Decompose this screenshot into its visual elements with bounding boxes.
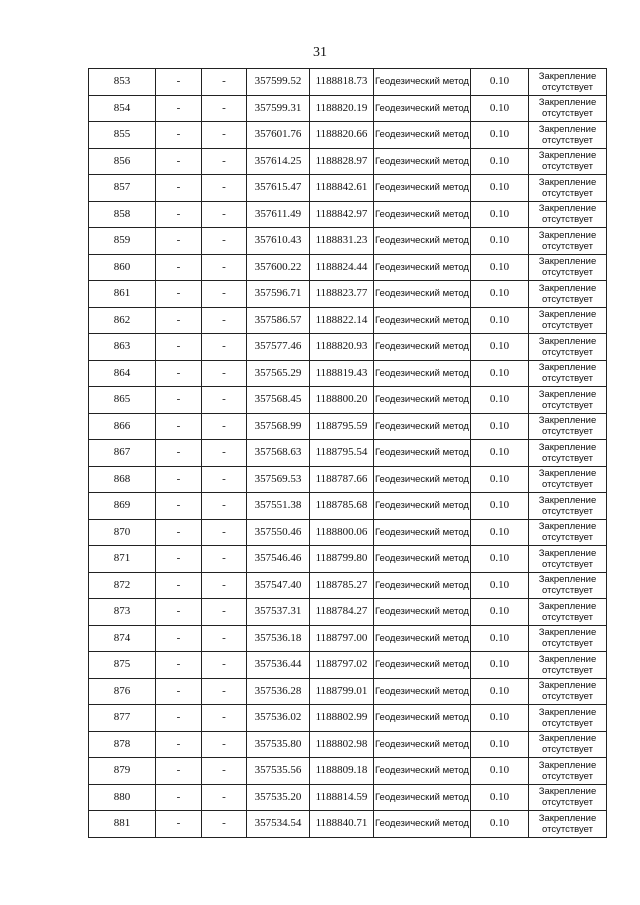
point-number-cell: 858	[89, 201, 156, 228]
fixation-cell: Закрепление отсутствует	[529, 387, 607, 414]
method-cell: Геодезический метод	[374, 413, 471, 440]
empty-column-cell: -	[156, 175, 202, 202]
fixation-cell: Закрепление отсутствует	[529, 254, 607, 281]
x-coordinate-cell: 357599.52	[247, 69, 310, 96]
method-cell: Геодезический метод	[374, 731, 471, 758]
empty-column-cell: -	[202, 254, 247, 281]
accuracy-cell: 0.10	[471, 784, 529, 811]
x-coordinate-cell: 357536.44	[247, 652, 310, 679]
y-coordinate-cell: 1188828.97	[310, 148, 374, 175]
fixation-cell: Закрепление отсутствует	[529, 493, 607, 520]
fixation-cell: Закрепление отсутствует	[529, 95, 607, 122]
point-number-cell: 874	[89, 625, 156, 652]
fixation-cell: Закрепление отсутствует	[529, 652, 607, 679]
empty-column-cell: -	[202, 440, 247, 467]
method-cell: Геодезический метод	[374, 228, 471, 255]
x-coordinate-cell: 357565.29	[247, 360, 310, 387]
fixation-cell: Закрепление отсутствует	[529, 784, 607, 811]
fixation-cell: Закрепление отсутствует	[529, 413, 607, 440]
x-coordinate-cell: 357611.49	[247, 201, 310, 228]
empty-column-cell: -	[156, 705, 202, 732]
point-number-cell: 873	[89, 599, 156, 626]
table-row	[89, 148, 607, 175]
point-number-cell: 872	[89, 572, 156, 599]
table-row	[89, 705, 607, 732]
fixation-cell: Закрепление отсутствует	[529, 122, 607, 149]
fixation-cell: Закрепление отсутствует	[529, 758, 607, 785]
table-row	[89, 493, 607, 520]
x-coordinate-cell: 357536.02	[247, 705, 310, 732]
accuracy-cell: 0.10	[471, 599, 529, 626]
empty-column-cell: -	[156, 95, 202, 122]
y-coordinate-cell: 1188818.73	[310, 69, 374, 96]
page-number: 31	[313, 45, 327, 60]
method-cell: Геодезический метод	[374, 307, 471, 334]
table-row	[89, 572, 607, 599]
empty-column-cell: -	[156, 731, 202, 758]
fixation-cell: Закрепление отсутствует	[529, 731, 607, 758]
y-coordinate-cell: 1188802.98	[310, 731, 374, 758]
x-coordinate-cell: 357546.46	[247, 546, 310, 573]
empty-column-cell: -	[156, 148, 202, 175]
x-coordinate-cell: 357536.18	[247, 625, 310, 652]
y-coordinate-cell: 1188822.14	[310, 307, 374, 334]
method-cell: Геодезический метод	[374, 493, 471, 520]
method-cell: Геодезический метод	[374, 122, 471, 149]
table-row	[89, 625, 607, 652]
point-number-cell: 866	[89, 413, 156, 440]
x-coordinate-cell: 357569.53	[247, 466, 310, 493]
empty-column-cell: -	[156, 784, 202, 811]
y-coordinate-cell: 1188802.99	[310, 705, 374, 732]
y-coordinate-cell: 1188842.61	[310, 175, 374, 202]
table-row	[89, 811, 607, 838]
table-row	[89, 95, 607, 122]
empty-column-cell: -	[202, 572, 247, 599]
x-coordinate-cell: 357577.46	[247, 334, 310, 361]
x-coordinate-cell: 357601.76	[247, 122, 310, 149]
empty-column-cell: -	[202, 625, 247, 652]
x-coordinate-cell: 357599.31	[247, 95, 310, 122]
accuracy-cell: 0.10	[471, 705, 529, 732]
y-coordinate-cell: 1188784.27	[310, 599, 374, 626]
method-cell: Геодезический метод	[374, 758, 471, 785]
empty-column-cell: -	[202, 122, 247, 149]
point-number-cell: 864	[89, 360, 156, 387]
point-number-cell: 859	[89, 228, 156, 255]
method-cell: Геодезический метод	[374, 281, 471, 308]
empty-column-cell: -	[202, 466, 247, 493]
empty-column-cell: -	[156, 440, 202, 467]
table-row	[89, 731, 607, 758]
empty-column-cell: -	[202, 413, 247, 440]
empty-column-cell: -	[202, 678, 247, 705]
empty-column-cell: -	[156, 69, 202, 96]
accuracy-cell: 0.10	[471, 201, 529, 228]
method-cell: Геодезический метод	[374, 519, 471, 546]
empty-column-cell: -	[202, 784, 247, 811]
y-coordinate-cell: 1188797.00	[310, 625, 374, 652]
y-coordinate-cell: 1188795.59	[310, 413, 374, 440]
x-coordinate-cell: 357568.99	[247, 413, 310, 440]
fixation-cell: Закрепление отсутствует	[529, 360, 607, 387]
y-coordinate-cell: 1188840.71	[310, 811, 374, 838]
point-number-cell: 865	[89, 387, 156, 414]
table-row	[89, 758, 607, 785]
empty-column-cell: -	[202, 69, 247, 96]
y-coordinate-cell: 1188799.80	[310, 546, 374, 573]
method-cell: Геодезический метод	[374, 705, 471, 732]
x-coordinate-cell: 357535.56	[247, 758, 310, 785]
empty-column-cell: -	[156, 201, 202, 228]
empty-column-cell: -	[202, 307, 247, 334]
accuracy-cell: 0.10	[471, 281, 529, 308]
y-coordinate-cell: 1188820.19	[310, 95, 374, 122]
y-coordinate-cell: 1188797.02	[310, 652, 374, 679]
table-row	[89, 360, 607, 387]
point-number-cell: 853	[89, 69, 156, 96]
accuracy-cell: 0.10	[471, 122, 529, 149]
table-row	[89, 413, 607, 440]
empty-column-cell: -	[156, 466, 202, 493]
empty-column-cell: -	[156, 307, 202, 334]
point-number-cell: 870	[89, 519, 156, 546]
y-coordinate-cell: 1188824.44	[310, 254, 374, 281]
y-coordinate-cell: 1188800.06	[310, 519, 374, 546]
empty-column-cell: -	[202, 652, 247, 679]
table-row	[89, 334, 607, 361]
method-cell: Геодезический метод	[374, 201, 471, 228]
empty-column-cell: -	[156, 599, 202, 626]
point-number-cell: 860	[89, 254, 156, 281]
y-coordinate-cell: 1188819.43	[310, 360, 374, 387]
y-coordinate-cell: 1188785.68	[310, 493, 374, 520]
y-coordinate-cell: 1188820.93	[310, 334, 374, 361]
table-row	[89, 466, 607, 493]
table-body	[89, 69, 607, 838]
empty-column-cell: -	[156, 493, 202, 520]
empty-column-cell: -	[156, 254, 202, 281]
method-cell: Геодезический метод	[374, 95, 471, 122]
empty-column-cell: -	[156, 228, 202, 255]
point-number-cell: 881	[89, 811, 156, 838]
point-number-cell: 878	[89, 731, 156, 758]
empty-column-cell: -	[202, 175, 247, 202]
fixation-cell: Закрепление отсутствует	[529, 625, 607, 652]
table-row	[89, 69, 607, 96]
method-cell: Геодезический метод	[374, 572, 471, 599]
point-number-cell: 879	[89, 758, 156, 785]
point-number-cell: 855	[89, 122, 156, 149]
empty-column-cell: -	[202, 281, 247, 308]
table-row	[89, 307, 607, 334]
empty-column-cell: -	[156, 334, 202, 361]
point-number-cell: 880	[89, 784, 156, 811]
method-cell: Геодезический метод	[374, 334, 471, 361]
x-coordinate-cell: 357551.38	[247, 493, 310, 520]
empty-column-cell: -	[156, 652, 202, 679]
x-coordinate-cell: 357614.25	[247, 148, 310, 175]
empty-column-cell: -	[202, 811, 247, 838]
x-coordinate-cell: 357535.20	[247, 784, 310, 811]
empty-column-cell: -	[202, 201, 247, 228]
accuracy-cell: 0.10	[471, 95, 529, 122]
empty-column-cell: -	[156, 413, 202, 440]
accuracy-cell: 0.10	[471, 758, 529, 785]
accuracy-cell: 0.10	[471, 731, 529, 758]
accuracy-cell: 0.10	[471, 440, 529, 467]
fixation-cell: Закрепление отсутствует	[529, 705, 607, 732]
accuracy-cell: 0.10	[471, 546, 529, 573]
empty-column-cell: -	[156, 546, 202, 573]
method-cell: Геодезический метод	[374, 148, 471, 175]
point-number-cell: 861	[89, 281, 156, 308]
empty-column-cell: -	[202, 546, 247, 573]
fixation-cell: Закрепление отсутствует	[529, 546, 607, 573]
accuracy-cell: 0.10	[471, 175, 529, 202]
fixation-cell: Закрепление отсутствует	[529, 175, 607, 202]
empty-column-cell: -	[156, 281, 202, 308]
table-row	[89, 387, 607, 414]
accuracy-cell: 0.10	[471, 678, 529, 705]
empty-column-cell: -	[202, 705, 247, 732]
table-row	[89, 228, 607, 255]
y-coordinate-cell: 1188800.20	[310, 387, 374, 414]
x-coordinate-cell: 357537.31	[247, 599, 310, 626]
fixation-cell: Закрепление отсутствует	[529, 811, 607, 838]
accuracy-cell: 0.10	[471, 572, 529, 599]
x-coordinate-cell: 357536.28	[247, 678, 310, 705]
method-cell: Геодезический метод	[374, 387, 471, 414]
x-coordinate-cell: 357596.71	[247, 281, 310, 308]
accuracy-cell: 0.10	[471, 811, 529, 838]
empty-column-cell: -	[202, 95, 247, 122]
fixation-cell: Закрепление отсутствует	[529, 228, 607, 255]
point-number-cell: 863	[89, 334, 156, 361]
x-coordinate-cell: 357534.54	[247, 811, 310, 838]
point-number-cell: 854	[89, 95, 156, 122]
empty-column-cell: -	[202, 228, 247, 255]
empty-column-cell: -	[156, 519, 202, 546]
fixation-cell: Закрепление отсутствует	[529, 599, 607, 626]
empty-column-cell: -	[156, 811, 202, 838]
table-row	[89, 254, 607, 281]
method-cell: Геодезический метод	[374, 254, 471, 281]
fixation-cell: Закрепление отсутствует	[529, 572, 607, 599]
point-number-cell: 868	[89, 466, 156, 493]
accuracy-cell: 0.10	[471, 69, 529, 96]
empty-column-cell: -	[202, 599, 247, 626]
y-coordinate-cell: 1188799.01	[310, 678, 374, 705]
empty-column-cell: -	[202, 493, 247, 520]
empty-column-cell: -	[156, 625, 202, 652]
method-cell: Геодезический метод	[374, 546, 471, 573]
x-coordinate-cell: 357568.45	[247, 387, 310, 414]
x-coordinate-cell: 357550.46	[247, 519, 310, 546]
empty-column-cell: -	[202, 360, 247, 387]
fixation-cell: Закрепление отсутствует	[529, 440, 607, 467]
x-coordinate-cell: 357547.40	[247, 572, 310, 599]
table-row	[89, 546, 607, 573]
y-coordinate-cell: 1188814.59	[310, 784, 374, 811]
accuracy-cell: 0.10	[471, 493, 529, 520]
y-coordinate-cell: 1188787.66	[310, 466, 374, 493]
empty-column-cell: -	[156, 758, 202, 785]
point-number-cell: 869	[89, 493, 156, 520]
fixation-cell: Закрепление отсутствует	[529, 678, 607, 705]
fixation-cell: Закрепление отсутствует	[529, 201, 607, 228]
accuracy-cell: 0.10	[471, 228, 529, 255]
point-number-cell: 871	[89, 546, 156, 573]
fixation-cell: Закрепление отсутствует	[529, 148, 607, 175]
empty-column-cell: -	[156, 678, 202, 705]
fixation-cell: Закрепление отсутствует	[529, 466, 607, 493]
accuracy-cell: 0.10	[471, 148, 529, 175]
x-coordinate-cell: 357600.22	[247, 254, 310, 281]
point-number-cell: 877	[89, 705, 156, 732]
empty-column-cell: -	[202, 519, 247, 546]
method-cell: Геодезический метод	[374, 69, 471, 96]
method-cell: Геодезический метод	[374, 811, 471, 838]
accuracy-cell: 0.10	[471, 413, 529, 440]
table-row	[89, 519, 607, 546]
accuracy-cell: 0.10	[471, 360, 529, 387]
method-cell: Геодезический метод	[374, 360, 471, 387]
table-row	[89, 122, 607, 149]
fixation-cell: Закрепление отсутствует	[529, 334, 607, 361]
point-number-cell: 867	[89, 440, 156, 467]
fixation-cell: Закрепление отсутствует	[529, 519, 607, 546]
y-coordinate-cell: 1188842.97	[310, 201, 374, 228]
x-coordinate-cell: 357610.43	[247, 228, 310, 255]
empty-column-cell: -	[202, 758, 247, 785]
x-coordinate-cell: 357586.57	[247, 307, 310, 334]
empty-column-cell: -	[156, 387, 202, 414]
table-row	[89, 652, 607, 679]
method-cell: Геодезический метод	[374, 440, 471, 467]
empty-column-cell: -	[202, 387, 247, 414]
method-cell: Геодезический метод	[374, 599, 471, 626]
table-row	[89, 440, 607, 467]
method-cell: Геодезический метод	[374, 625, 471, 652]
x-coordinate-cell: 357568.63	[247, 440, 310, 467]
y-coordinate-cell: 1188785.27	[310, 572, 374, 599]
fixation-cell: Закрепление отсутствует	[529, 281, 607, 308]
accuracy-cell: 0.10	[471, 334, 529, 361]
accuracy-cell: 0.10	[471, 466, 529, 493]
y-coordinate-cell: 1188823.77	[310, 281, 374, 308]
accuracy-cell: 0.10	[471, 254, 529, 281]
table-row	[89, 599, 607, 626]
y-coordinate-cell: 1188820.66	[310, 122, 374, 149]
empty-column-cell: -	[202, 731, 247, 758]
empty-column-cell: -	[156, 572, 202, 599]
accuracy-cell: 0.10	[471, 519, 529, 546]
table-row	[89, 678, 607, 705]
method-cell: Геодезический метод	[374, 678, 471, 705]
accuracy-cell: 0.10	[471, 387, 529, 414]
y-coordinate-cell: 1188831.23	[310, 228, 374, 255]
fixation-cell: Закрепление отсутствует	[529, 307, 607, 334]
table-row	[89, 175, 607, 202]
coordinates-table	[88, 68, 607, 838]
point-number-cell: 876	[89, 678, 156, 705]
empty-column-cell: -	[156, 360, 202, 387]
method-cell: Геодезический метод	[374, 784, 471, 811]
x-coordinate-cell: 357615.47	[247, 175, 310, 202]
y-coordinate-cell: 1188809.18	[310, 758, 374, 785]
point-number-cell: 856	[89, 148, 156, 175]
empty-column-cell: -	[202, 334, 247, 361]
method-cell: Геодезический метод	[374, 652, 471, 679]
x-coordinate-cell: 357535.80	[247, 731, 310, 758]
empty-column-cell: -	[202, 148, 247, 175]
method-cell: Геодезический метод	[374, 175, 471, 202]
point-number-cell: 857	[89, 175, 156, 202]
point-number-cell: 862	[89, 307, 156, 334]
accuracy-cell: 0.10	[471, 625, 529, 652]
table-row	[89, 784, 607, 811]
fixation-cell: Закрепление отсутствует	[529, 69, 607, 96]
empty-column-cell: -	[156, 122, 202, 149]
table-row	[89, 201, 607, 228]
point-number-cell: 875	[89, 652, 156, 679]
method-cell: Геодезический метод	[374, 466, 471, 493]
y-coordinate-cell: 1188795.54	[310, 440, 374, 467]
accuracy-cell: 0.10	[471, 307, 529, 334]
accuracy-cell: 0.10	[471, 652, 529, 679]
table-row	[89, 281, 607, 308]
